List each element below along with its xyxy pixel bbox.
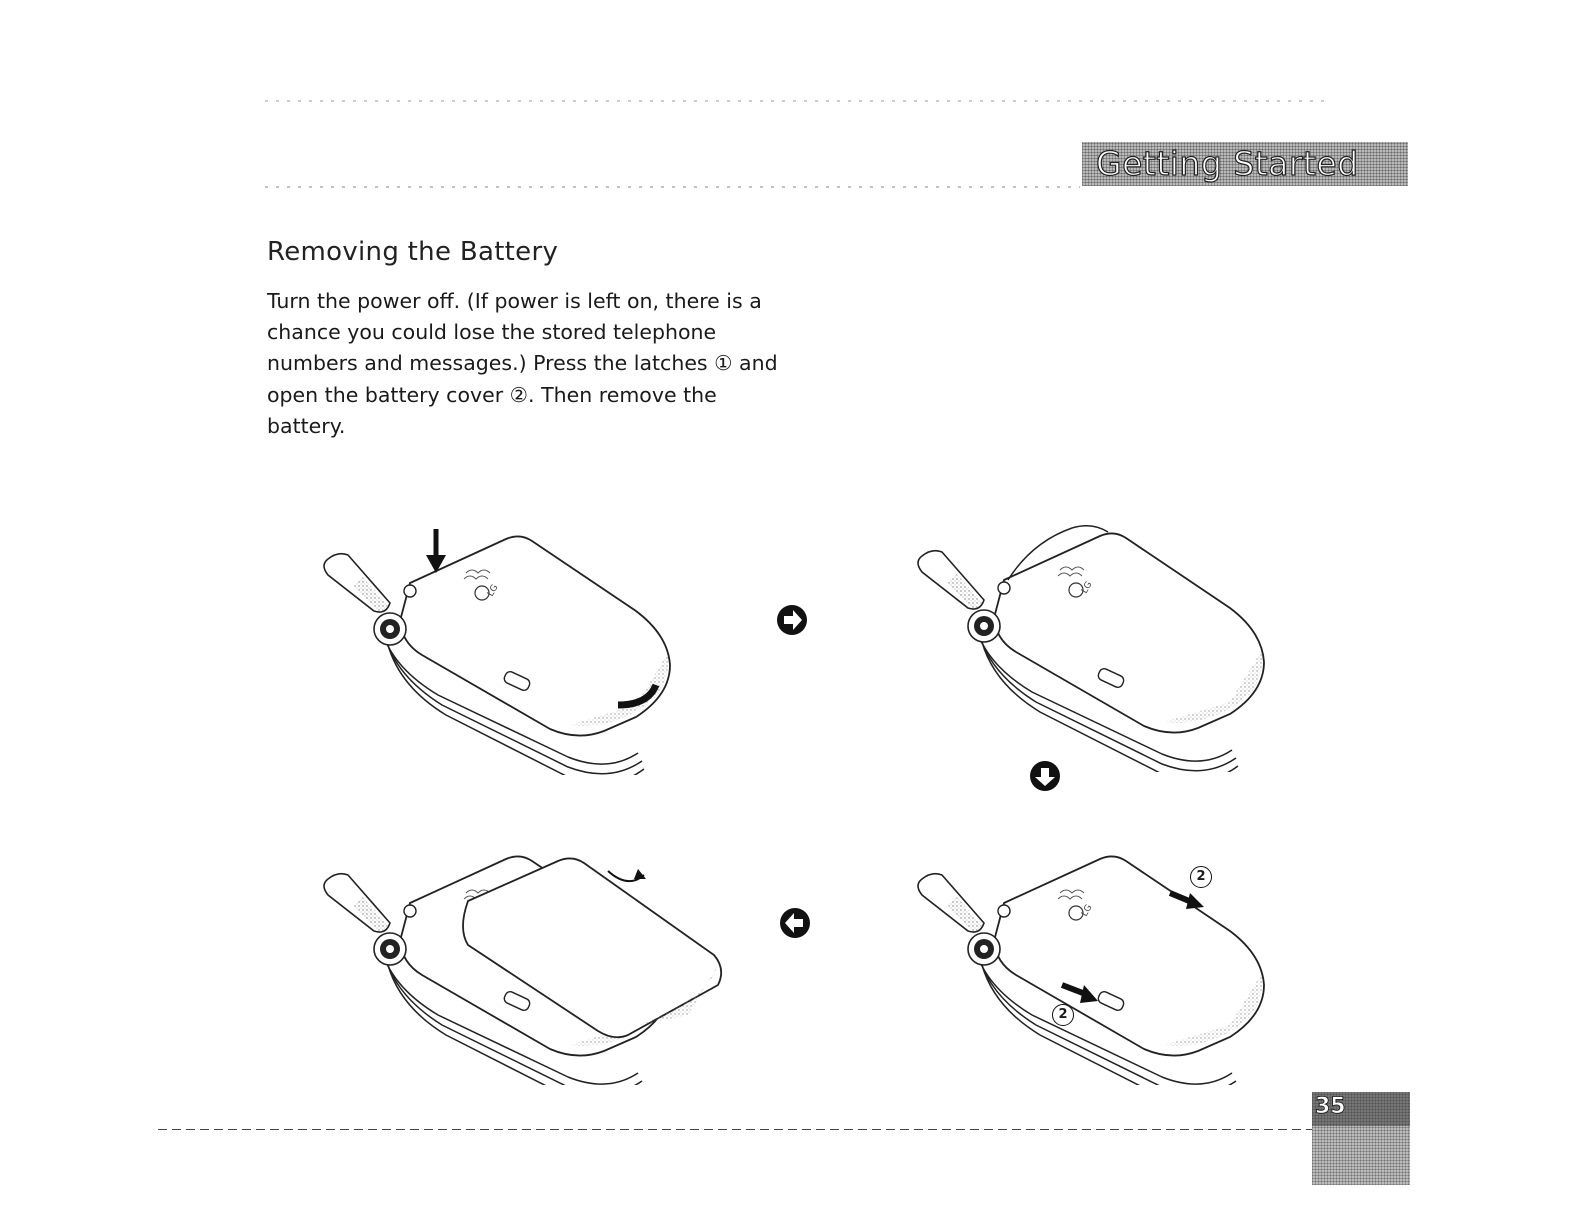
page-title: Removing the Battery	[267, 237, 559, 267]
callout-2-bottom: 2	[1052, 1004, 1074, 1026]
page-number: 35	[1315, 1094, 1346, 1119]
section-label: Getting Started	[1096, 144, 1359, 183]
figure-step-slide-cover	[912, 845, 1292, 1085]
section-tab	[1082, 142, 1408, 186]
arrow-right-icon	[776, 604, 808, 636]
arrow-down-icon	[1029, 760, 1061, 792]
figure-step-latches-released	[912, 522, 1272, 772]
header-rule-top	[265, 100, 1325, 102]
figure-step-press-latches	[318, 525, 678, 775]
footer-rule	[158, 1129, 1312, 1130]
arrow-left-icon	[779, 907, 811, 939]
instruction-text: Turn the power off. (If power is left on, there is a chance you could lose the stored telephone numbers and messages.) Press the latches ① and open the battery cover ②. Then remove the battery.	[267, 289, 778, 438]
callout-2-top: 2	[1190, 866, 1212, 888]
figure-step-cover-lifted	[318, 845, 728, 1085]
header-rule-bottom	[265, 186, 1080, 188]
page-number-box	[1312, 1092, 1410, 1185]
